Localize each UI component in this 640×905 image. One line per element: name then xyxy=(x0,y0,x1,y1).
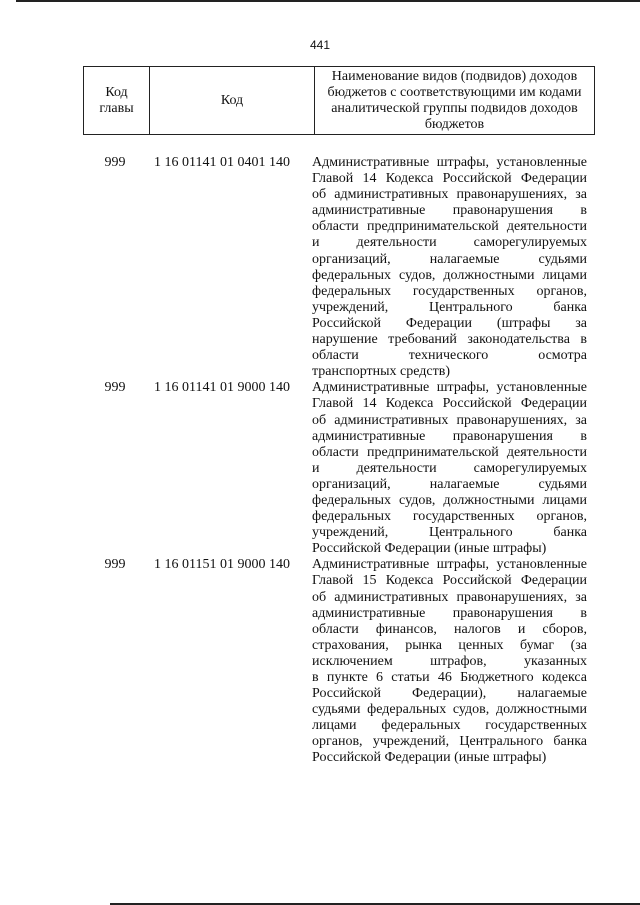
description-line: об административных правонарушениях, за xyxy=(312,589,587,605)
description-line: в пункте 6 статьи 46 Бюджетного кодекса xyxy=(312,670,587,685)
description-line: Российской Федерации (штрафы за xyxy=(312,315,587,331)
table-header xyxy=(83,66,595,135)
description-line: учреждений, Центрального банка xyxy=(312,525,587,541)
entry-chapter: 999 xyxy=(104,557,126,573)
description-line: Административные штрафы, установленные xyxy=(312,155,587,170)
scan-border-top xyxy=(16,0,640,2)
description-line: организаций, налагаемые судьями xyxy=(312,251,587,267)
description-line: об административных правонарушениях, за xyxy=(312,187,587,203)
description-line: области предпринимательской деятельности xyxy=(312,219,587,235)
description-line: Административные штрафы, установленные xyxy=(312,557,587,573)
description-line: Российской Федерации), налагаемые xyxy=(312,686,587,702)
entry-description xyxy=(312,557,587,766)
description-line: Главой 15 Кодекса Российской Федерации xyxy=(312,573,587,589)
entry-row-2 xyxy=(0,380,640,557)
entry-row-3 xyxy=(0,557,640,766)
entry-row-1 xyxy=(0,155,640,380)
entry-chapter: 999 xyxy=(104,380,126,396)
description-line: Российской Федерации (иные штрафы) xyxy=(312,541,547,557)
page-number: 441 xyxy=(309,38,331,52)
description-line: лицами федеральных государственных xyxy=(312,718,587,734)
header-name: Наименование видов (подвидов) доходов бюджетов с соответствующими им кодами аналитической группы подвидов доходов бюджетов xyxy=(315,67,595,135)
description-line: административные правонарушения в xyxy=(312,605,587,621)
description-line: органов, учреждений, Центрального банка xyxy=(312,734,587,750)
description-line: федеральных судов, должностными лицами xyxy=(312,267,587,283)
entry-description xyxy=(312,380,587,557)
description-line: федеральных судов, должностными лицами xyxy=(312,492,587,508)
entry-description xyxy=(312,155,587,380)
description-line: федеральных государственных органов, xyxy=(312,509,587,525)
description-line: исключением штрафов, указанных xyxy=(312,653,587,669)
entry-code: 1 16 01151 01 9000 140 xyxy=(154,557,290,573)
description-line: Административные штрафы, установленные xyxy=(312,380,587,396)
entry-code: 1 16 01141 01 9000 140 xyxy=(154,380,290,396)
description-line: об административных правонарушениях, за xyxy=(312,412,587,428)
description-line: Главой 14 Кодекса Российской Федерации xyxy=(312,396,587,412)
description-line: и деятельности саморегулируемых xyxy=(312,460,587,476)
description-line: области технического осмотра xyxy=(312,348,587,364)
header-chapter-code: Код главы xyxy=(84,67,150,135)
description-line: административные правонарушения в xyxy=(312,428,587,444)
description-line: организаций, налагаемые судьями xyxy=(312,476,587,492)
description-line: Российской Федерации (иные штрафы) xyxy=(312,750,547,766)
description-line: учреждений, Центрального банка xyxy=(312,299,587,315)
description-line: области предпринимательской деятельности xyxy=(312,444,587,460)
description-line: административные правонарушения в xyxy=(312,203,587,219)
description-line: федеральных государственных органов, xyxy=(312,283,587,299)
entry-chapter: 999 xyxy=(104,155,126,170)
description-line: страхования, рынка ценных бумаг (за xyxy=(312,637,587,653)
entry-code: 1 16 01141 01 0401 140 xyxy=(154,155,290,170)
description-line: и деятельности саморегулируемых xyxy=(312,235,587,251)
description-line: области финансов, налогов и сборов, xyxy=(312,621,587,637)
header-code: Код xyxy=(150,67,315,135)
description-line: нарушение требований законодательства в xyxy=(312,332,587,348)
entries-list xyxy=(0,155,640,767)
description-line: судьями федеральных судов, должностными xyxy=(312,702,587,718)
description-line: транспортных средств) xyxy=(312,364,451,380)
description-line: Главой 14 Кодекса Российской Федерации xyxy=(312,171,587,187)
